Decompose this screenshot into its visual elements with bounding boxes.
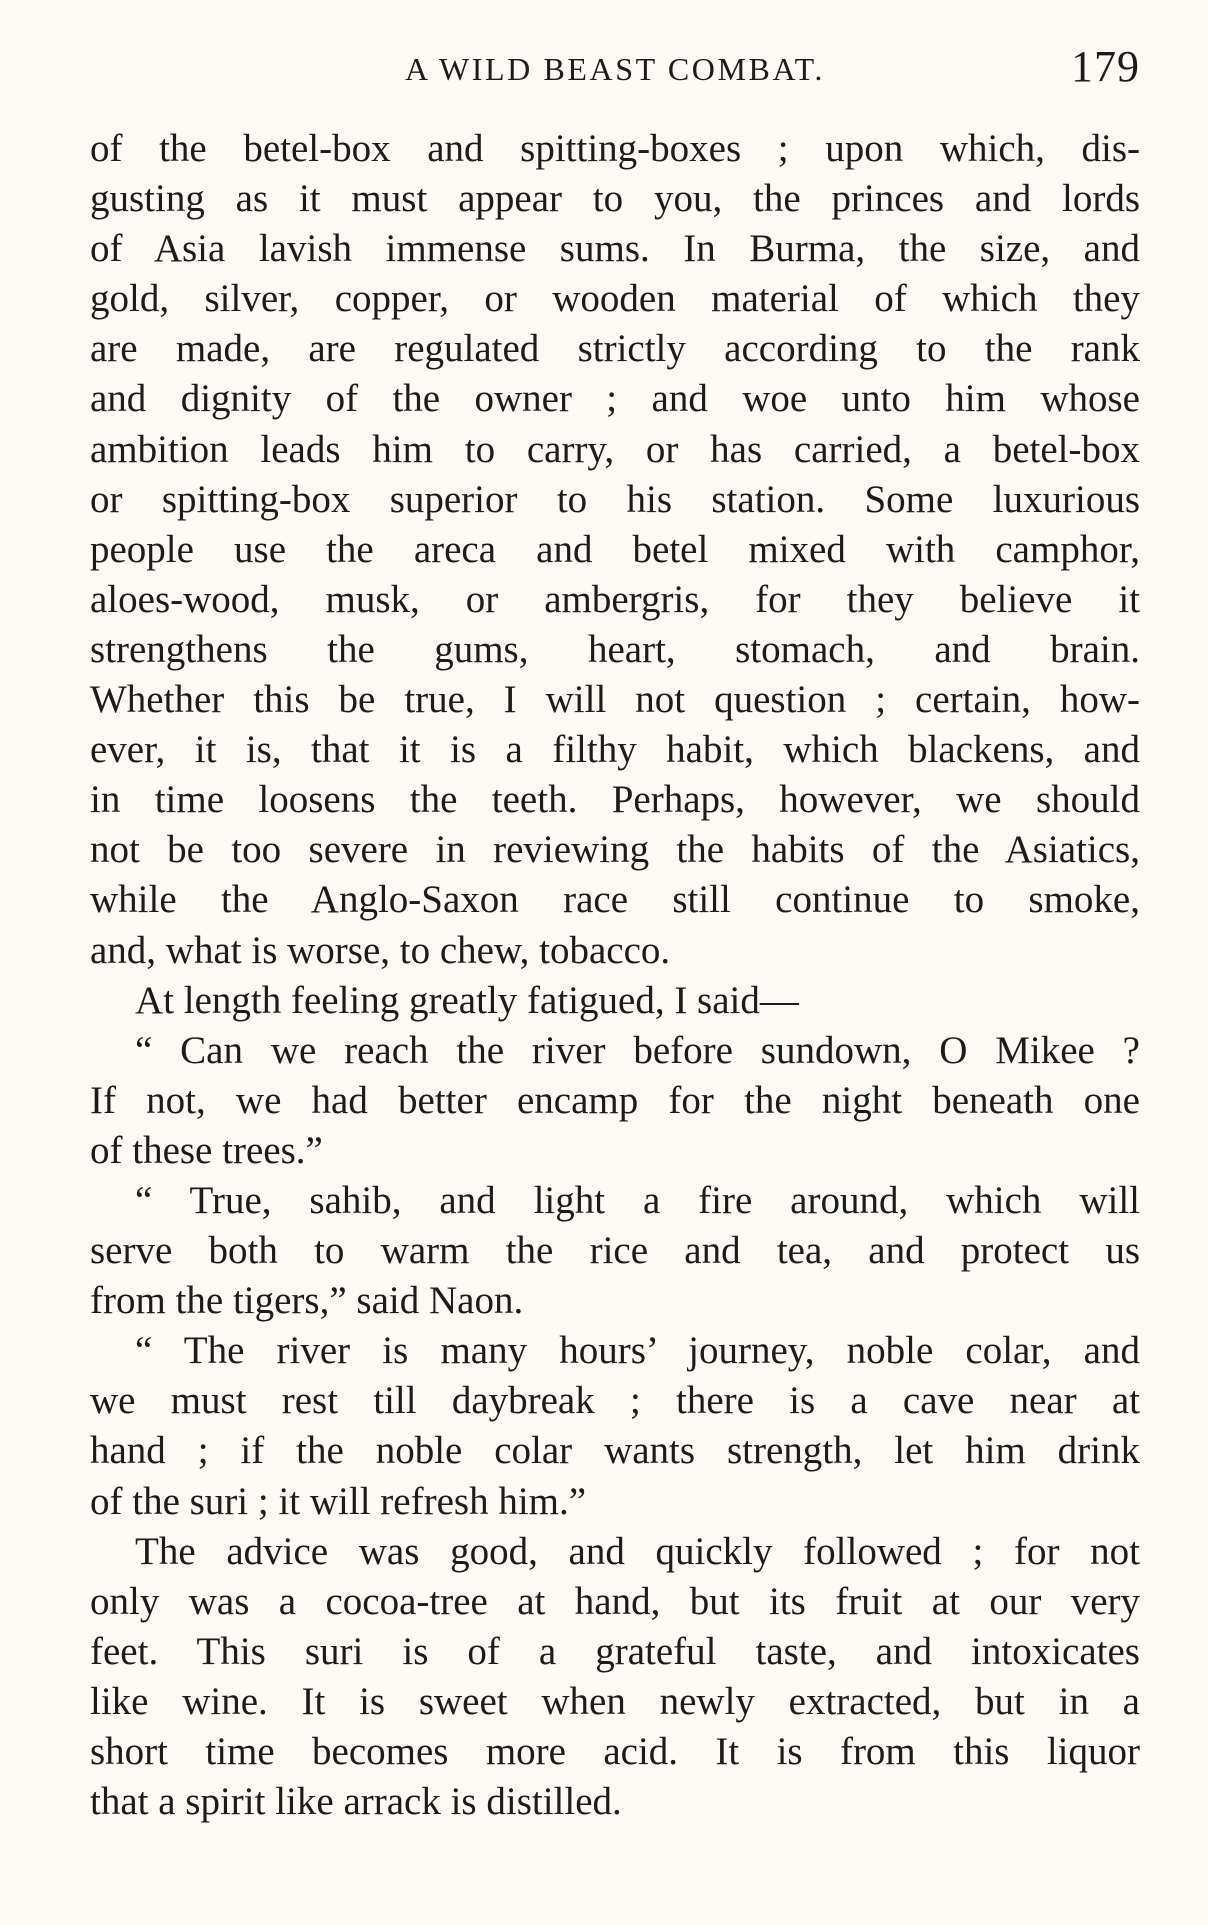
text-line: If not, we had better encamp for the night beneath one xyxy=(90,1078,1140,1122)
text-line: or spitting-box superior to his station. Some luxurious xyxy=(90,477,1140,521)
text-line: Whether this be true, I will not question ; certain, how- xyxy=(90,678,1140,722)
text-line: in time loosens the teeth. Perhaps, however, we should xyxy=(90,778,1140,822)
text-line: people use the areca and betel mixed with camphor, xyxy=(90,527,1140,571)
text-line: feet. This suri is of a grateful taste, and intoxicates xyxy=(90,1629,1140,1673)
text-line: ever, it is, that it is a filthy habit, which blackens, and xyxy=(90,728,1140,772)
text-line: short time becomes more acid. It is from this liquor xyxy=(90,1730,1140,1773)
text-line: ambition leads him to carry, or has carried, a betel-box xyxy=(90,427,1140,471)
text-line: and dignity of the owner ; and woe unto him whose xyxy=(90,377,1140,421)
text-line: we must rest till daybreak ; there is a cave near at xyxy=(90,1379,1140,1423)
text-line: are made, are regulated strictly according to the rank xyxy=(90,327,1140,371)
text-line: The advice was good, and quickly followed ; for not xyxy=(135,1529,1140,1573)
text-line: serve both to warm the rice and tea, and protect us xyxy=(90,1229,1140,1273)
text-line: aloes-wood, musk, or ambergris, for they believe it xyxy=(90,577,1140,621)
text-line: while the Anglo-Saxon race still continue to smoke, xyxy=(90,878,1140,922)
text-line: “ True, sahib, and light a fire around, which will xyxy=(135,1178,1140,1222)
text-line: hand ; if the noble colar wants strength, let him drink xyxy=(90,1429,1140,1473)
text-line: like wine. It is sweet when newly extracted, but in a xyxy=(90,1679,1140,1723)
text-line: of Asia lavish immense sums. In Burma, the size, and xyxy=(90,227,1140,271)
text-line: that a spirit like arrack is distilled. xyxy=(90,1780,622,1824)
text-line: not be too severe in reviewing the habits of the Asiatics, xyxy=(90,828,1140,872)
text-line: “ The river is many hours’ journey, noble colar, and xyxy=(135,1329,1140,1373)
text-line: of the suri ; it will refresh him.” xyxy=(90,1479,587,1523)
text-line: of the betel-box and spitting-boxes ; upon which, dis- xyxy=(90,127,1140,170)
text-line: from the tigers,” said Naon. xyxy=(90,1279,524,1323)
body-text xyxy=(90,124,1140,1827)
page-number: 179 xyxy=(1071,42,1140,91)
text-line: gusting as it must appear to you, the princes and lords xyxy=(90,177,1140,221)
running-title: A WILD BEAST COMBAT. xyxy=(404,51,826,87)
text-line: strengthens the gums, heart, stomach, and brain. xyxy=(90,627,1140,671)
text-line: and, what is worse, to chew, tobacco. xyxy=(90,928,671,972)
text-line: of these trees.” xyxy=(90,1128,323,1172)
text-line: At length feeling greatly fatigued, I said— xyxy=(135,978,799,1022)
text-line: only was a cocoa-tree at hand, but its fruit at our very xyxy=(90,1579,1140,1623)
text-line: “ Can we reach the river before sundown, O Mikee ? xyxy=(135,1028,1140,1072)
running-head xyxy=(90,44,1140,94)
text-line: gold, silver, copper, or wooden material of which they xyxy=(90,277,1140,321)
